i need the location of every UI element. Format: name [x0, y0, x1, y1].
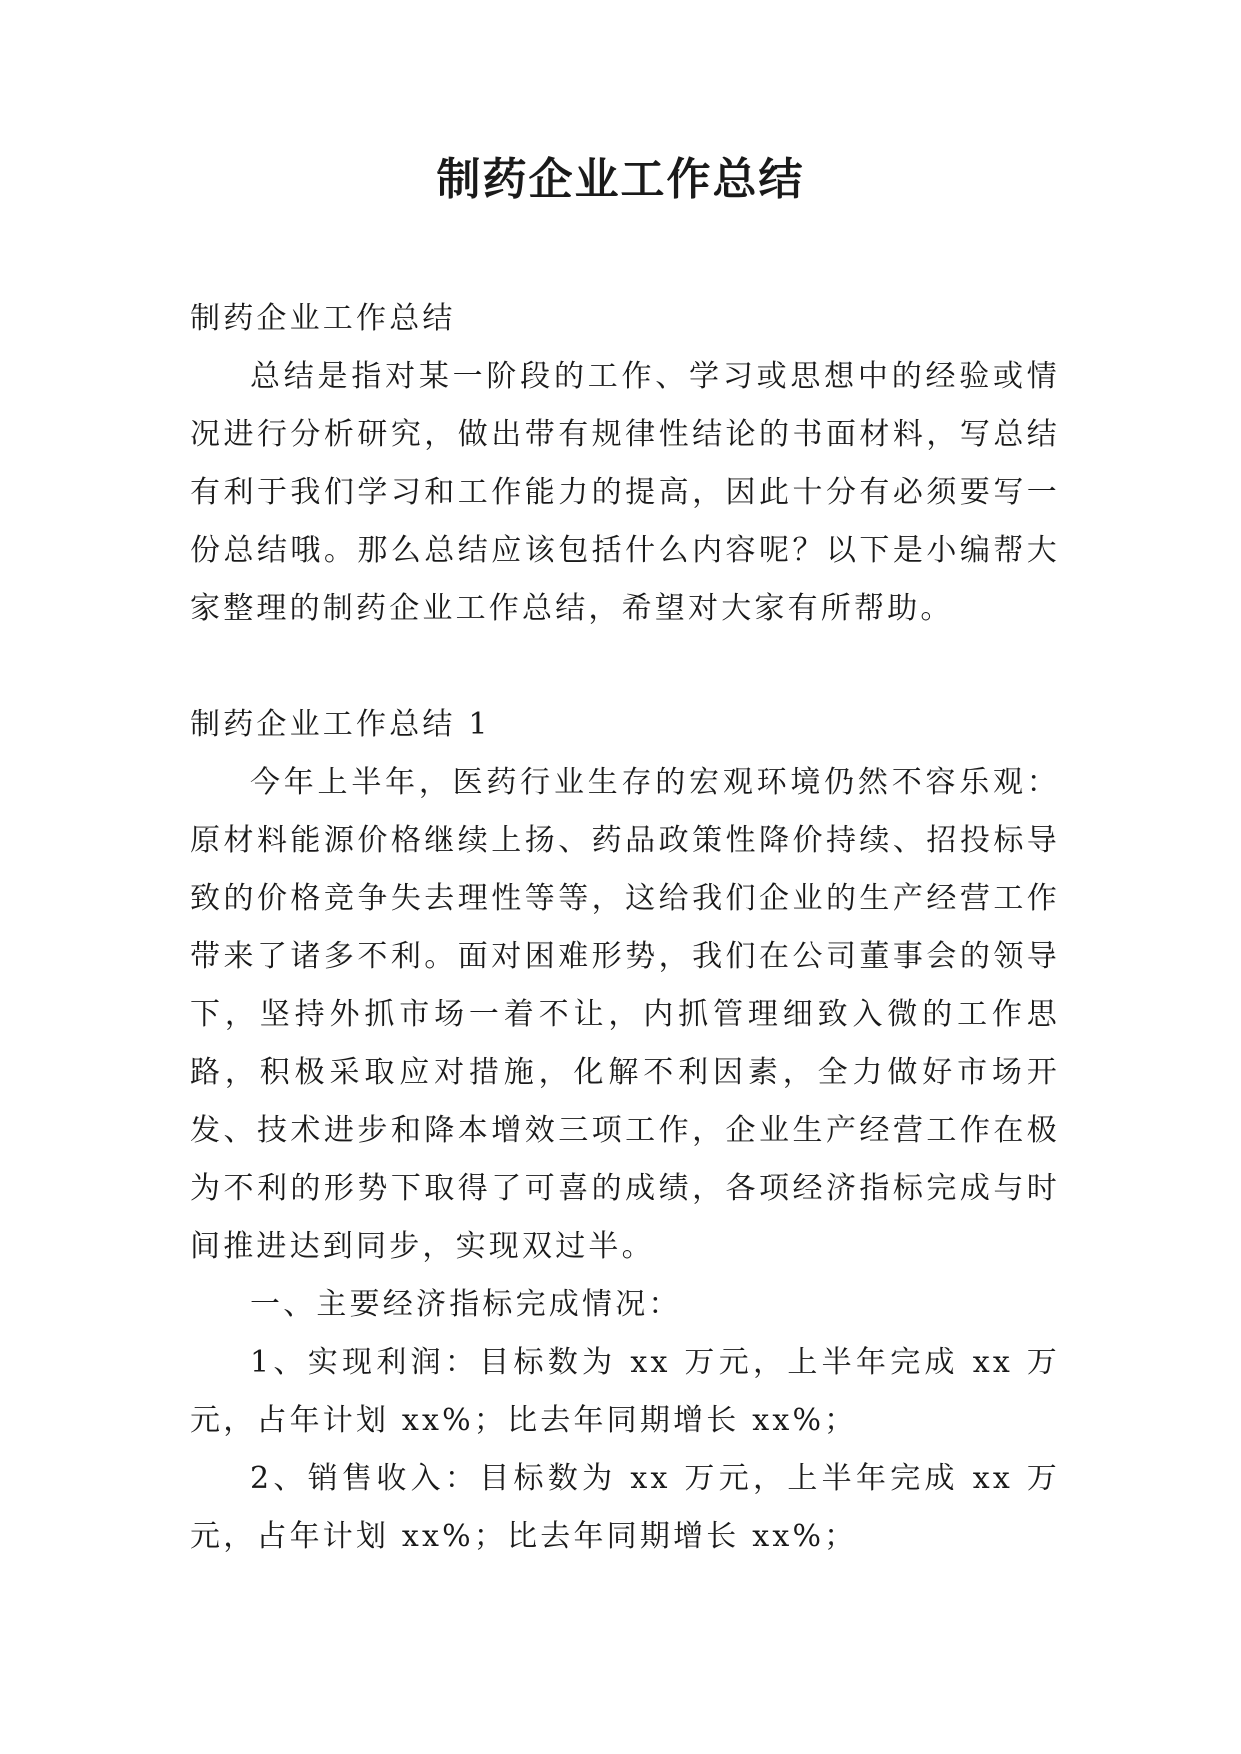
indicator-item-1: 1、实现利润：目标数为 xx 万元，上半年完成 xx 万元，占年计划 xx%；比去年同期增长 xx%； [190, 1345, 1060, 1438]
indicator-item-2: 2、销售收入：目标数为 xx 万元，上半年完成 xx 万元，占年计划 xx%；比去年同期增长 xx%； [190, 1461, 1060, 1554]
section1-subheading: 一、主要经济指标完成情况： [250, 1287, 682, 1322]
section-spacer [190, 638, 1060, 696]
document-title: 制药企业工作总结 [436, 154, 805, 205]
document-body [190, 290, 1060, 1566]
section1-paragraph: 今年上半年，医药行业生存的宏观环境仍然不容乐观：原材料能源价格继续上扬、药品政策性降价持续、招投标导致的价格竞争失去理性等等，这给我们企业的生产经营工作带来了诸多不利。面对困难形势，我们在公司董事会的领导下，坚持外抓市场一着不让，内抓管理细致入微的工作思路，积极采取应对措施，化解不利因素，全力做好市场开发、技术进步和降本增效三项工作，企业生产经营工作在极为不利的形势下取得了可喜的成绩，各项经济指标完成与时间推进达到同步，实现双过半。 [190, 765, 1060, 1264]
section1-heading: 制药企业工作总结 1 [190, 707, 491, 742]
intro-paragraph: 总结是指对某一阶段的工作、学习或思想中的经验或情况进行分析研究，做出带有规律性结论的书面材料，写总结有利于我们学习和工作能力的提高，因此十分有必须要写一份总结哦。那么总结应该包括什么内容呢？以下是小编帮大家整理的制药企业工作总结，希望对大家有所帮助。 [190, 359, 1060, 626]
intro-heading: 制药企业工作总结 [190, 301, 456, 336]
